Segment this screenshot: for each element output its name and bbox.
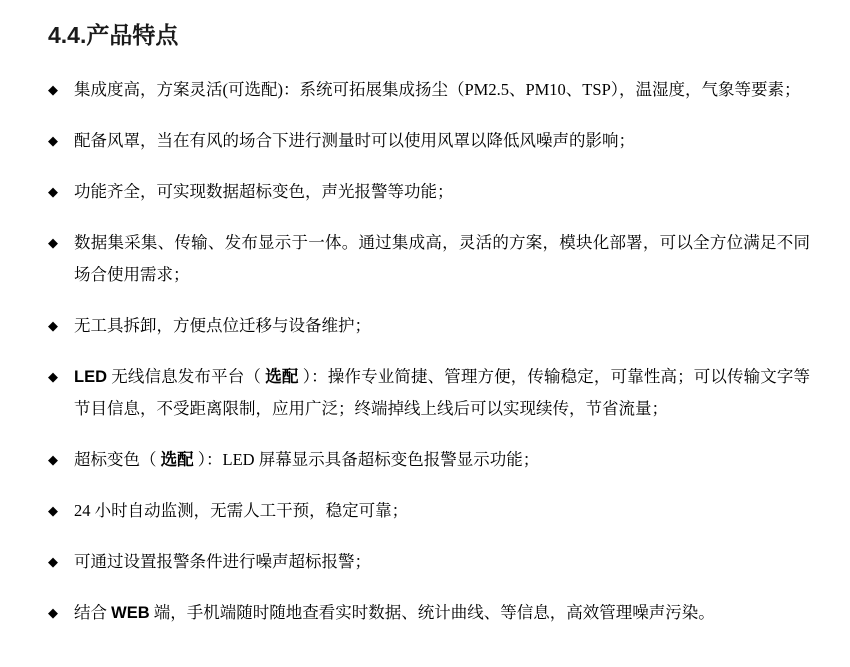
list-item-emphasis: 选配 (160, 451, 194, 469)
bullet-icon: ◆ (48, 369, 58, 384)
list-item-text: 24 小时自动监测，无需人工干预，稳定可靠； (74, 501, 409, 520)
list-item (48, 74, 810, 106)
list-item-prefix-bold: WEB (111, 604, 150, 622)
list-item-text: 无线信息发布平台（ (111, 367, 261, 386)
bullet-icon: ◆ (48, 235, 58, 250)
bullet-icon: ◆ (48, 452, 58, 467)
list-item-text: 集成度高，方案灵活(可选配)：系统可拓展集成扬尘（PM2.5、PM10、TSP），温湿度，气象等要素； (74, 80, 801, 99)
list-item-text: 数据集采集、传输、发布显示于一体。通过集成高，灵活的方案，模块化部署，可以全方位满足不同场合使用需求； (74, 233, 810, 284)
page-title: 4.4.产品特点 (48, 22, 179, 48)
list-item-text: 功能齐全，可实现数据超标变色，声光报警等功能； (74, 182, 454, 201)
list-item (48, 495, 810, 527)
bullet-icon: ◆ (48, 184, 58, 199)
list-item-text: 可通过设置报警条件进行噪声超标报警； (74, 552, 371, 571)
list-item-text-after: 端，手机端随时随地查看实时数据、统计曲线、等信息，高效管理噪声污染。 (153, 603, 715, 622)
list-item-prefix: 结合 (74, 603, 112, 622)
bullet-icon: ◆ (48, 605, 58, 620)
list-item-text: 无工具拆卸，方便点位迁移与设备维护； (74, 316, 371, 335)
list-item (48, 176, 810, 208)
list-item-prefix-bold: LED (74, 368, 107, 386)
list-item (48, 597, 810, 629)
bullet-icon: ◆ (48, 133, 58, 148)
list-item-text: 配备风罩，当在有风的场合下进行测量时可以使用风罩以降低风噪声的影响； (74, 131, 635, 150)
list-item (48, 444, 810, 476)
list-item (48, 227, 810, 291)
bullet-icon: ◆ (48, 503, 58, 518)
bullet-icon: ◆ (48, 318, 58, 333)
list-item-text-after: ）：LED 屏幕显示具备超标变色报警显示功能； (197, 450, 540, 469)
list-item (48, 361, 810, 425)
list-item-text: 超标变色（ (74, 450, 157, 469)
bullet-icon: ◆ (48, 82, 58, 97)
list-item (48, 125, 810, 157)
product-features-list (48, 74, 810, 629)
list-item (48, 546, 810, 578)
list-item-emphasis: 选配 (265, 368, 299, 386)
list-item-text-after: ）：操作专业简捷、管理方便，传输稳定，可靠性高；可以传输文字等节目信息，不受距离限制，应用广泛；终端掉线上线后可以实现续传，节省流量； (74, 367, 811, 418)
bullet-icon: ◆ (48, 554, 58, 569)
list-item (48, 310, 810, 342)
